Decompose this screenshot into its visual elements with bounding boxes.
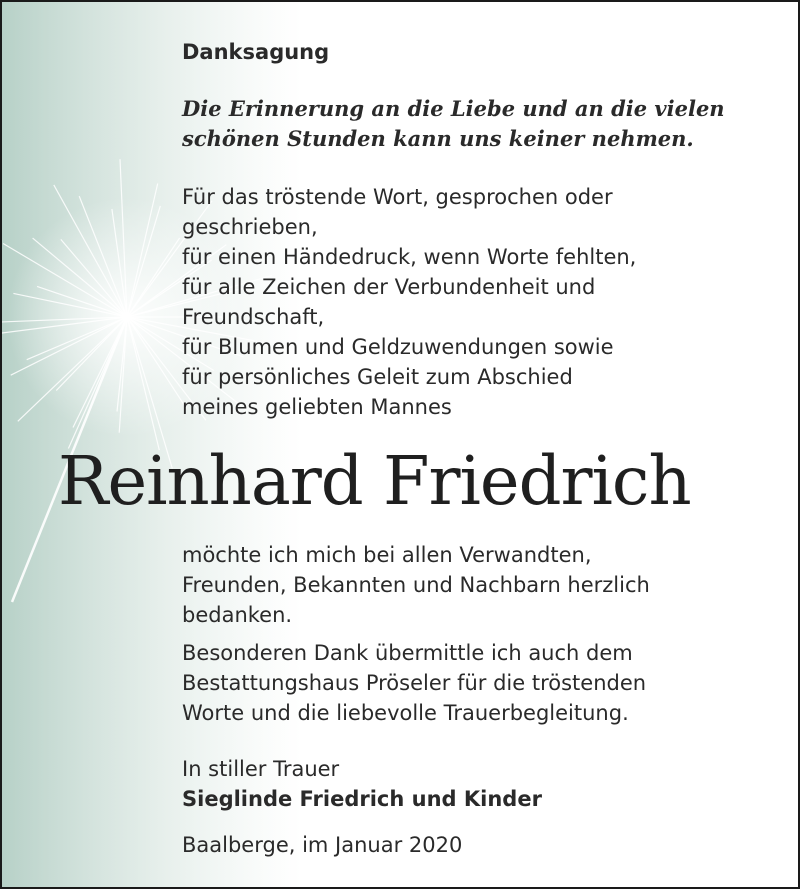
text-line: geschrieben, bbox=[182, 215, 318, 239]
text-line: Für das tröstende Wort, gesprochen oder bbox=[182, 185, 613, 209]
text-line: für alle Zeichen der Verbundenheit und bbox=[182, 275, 596, 299]
thanks-paragraph bbox=[182, 182, 772, 422]
closing-signature bbox=[182, 754, 772, 814]
text-line: für Blumen und Geldzuwendungen sowie bbox=[182, 335, 614, 359]
text-line: Freundschaft, bbox=[182, 305, 325, 329]
text-line: Worte und die liebevolle Trauerbegleitung. bbox=[182, 701, 629, 725]
motto-line: schönen Stunden kann uns keiner nehmen. bbox=[182, 126, 694, 151]
heading-danksagung: Danksagung bbox=[182, 40, 330, 64]
text-line: Besonderen Dank übermittle ich auch dem bbox=[182, 641, 633, 665]
motto-line: Die Erinnerung an die Liebe und an die vielen bbox=[182, 96, 725, 121]
text-line: Freunden, Bekannten und Nachbarn herzlich bbox=[182, 573, 650, 597]
text-line: für einen Händedruck, wenn Worte fehlten, bbox=[182, 245, 637, 269]
text-line: Bestattungshaus Pröseler für die tröstenden bbox=[182, 671, 647, 695]
text-line: möchte ich mich bei allen Verwandten, bbox=[182, 543, 592, 567]
text-line: bedanken. bbox=[182, 603, 293, 627]
deceased-name: Reinhard Friedrich bbox=[58, 442, 691, 520]
motto-quote bbox=[182, 94, 772, 154]
special-thanks-paragraph bbox=[182, 638, 772, 728]
signer-name: Sieglinde Friedrich und Kinder bbox=[182, 787, 542, 811]
place-date: Baalberge, im Januar 2020 bbox=[182, 833, 463, 857]
text-line: meines geliebten Mannes bbox=[182, 395, 452, 419]
closing-line: In stiller Trauer bbox=[182, 757, 340, 781]
text-line: für persönliches Geleit zum Abschied bbox=[182, 365, 573, 389]
gratitude-paragraph bbox=[182, 540, 772, 630]
